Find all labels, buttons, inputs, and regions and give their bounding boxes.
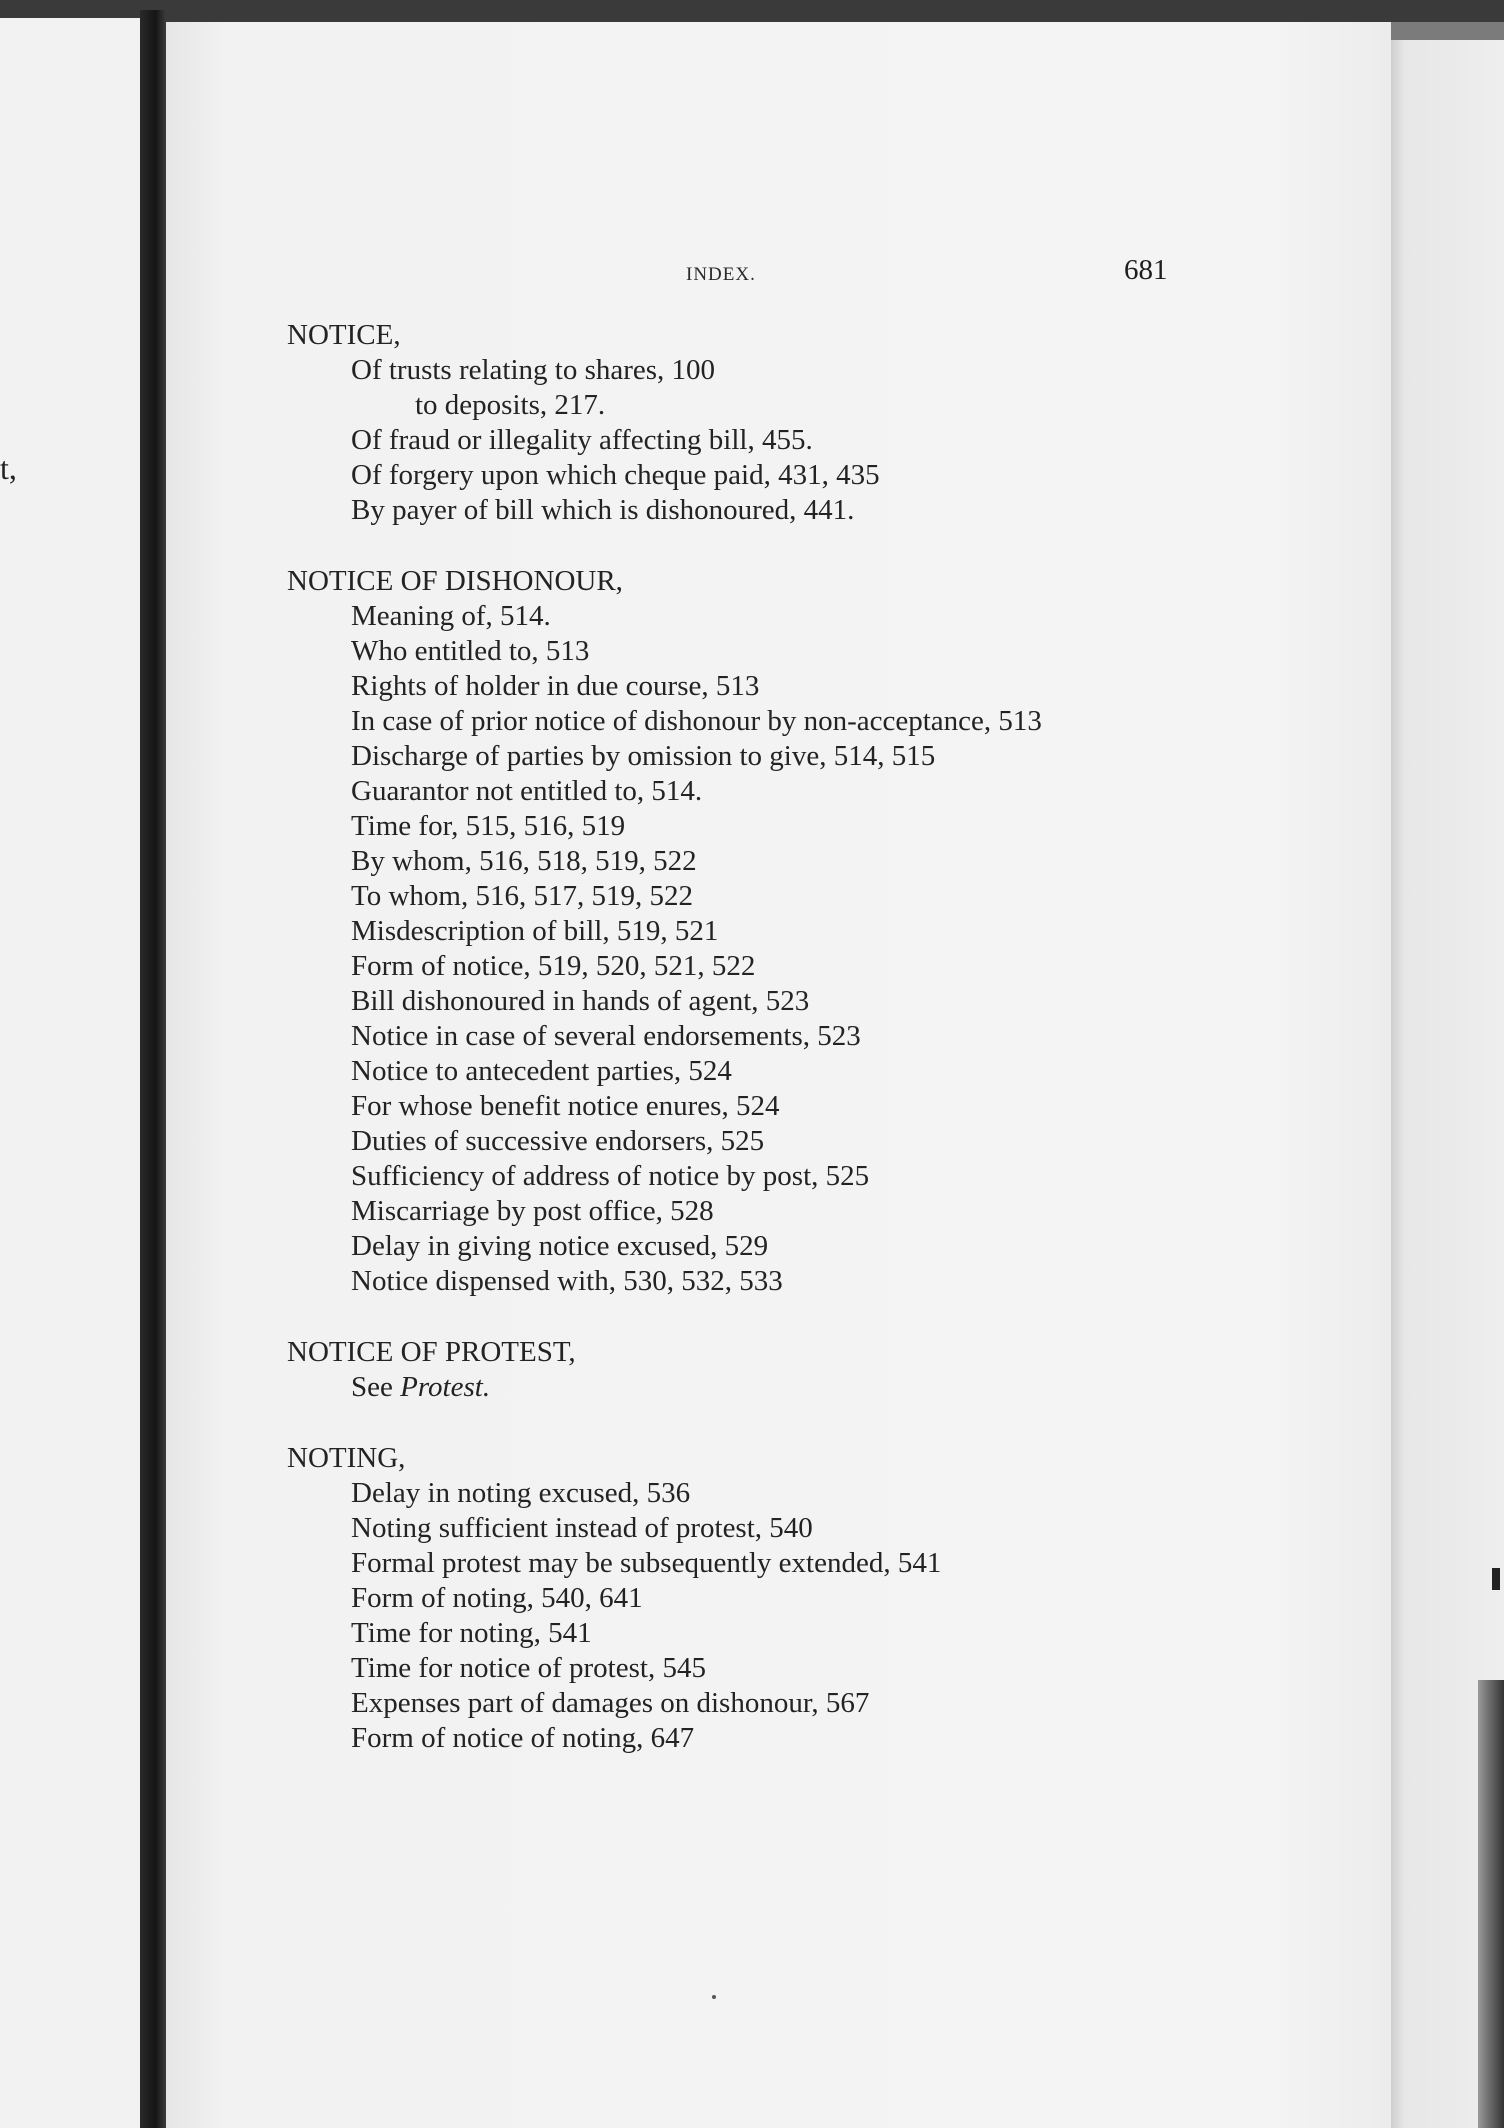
- subentry: Who entitled to, 513: [351, 635, 590, 667]
- subentry: Formal protest may be subsequently extended, 541: [351, 1547, 942, 1579]
- subentry: Expenses part of damages on dishonour, 567: [351, 1687, 870, 1719]
- index-entry-notice-of-dishonour: [287, 564, 1287, 1299]
- subentry: Duties of successive endorsers, 525: [351, 1125, 765, 1157]
- subentry: Time for, 515, 516, 519: [351, 810, 626, 842]
- subentry: To whom, 516, 517, 519, 522: [351, 880, 693, 912]
- subentry: Bill dishonoured in hands of agent, 523: [351, 985, 810, 1017]
- subentry: Guarantor not entitled to, 514.: [351, 775, 703, 807]
- see-target: Protest.: [400, 1371, 491, 1403]
- subentry: Of fraud or illegality affecting bill, 455.: [351, 424, 813, 456]
- running-head: INDEX.: [686, 264, 756, 285]
- subentry: Form of notice of noting, 647: [351, 1722, 695, 1754]
- subentry: Of trusts relating to shares, 100: [351, 354, 716, 386]
- subentry: Form of notice, 519, 520, 521, 522: [351, 950, 756, 982]
- index-body: [287, 318, 1287, 1756]
- entry-heading: NOTICE OF PROTEST,: [287, 1336, 576, 1368]
- subentry: Rights of holder in due course, 513: [351, 670, 760, 702]
- subentry: Miscarriage by post office, 528: [351, 1195, 714, 1227]
- see-prefix: See: [351, 1371, 401, 1403]
- subentry: For whose benefit notice enures, 524: [351, 1090, 780, 1122]
- index-entry-notice: [287, 318, 1287, 528]
- subentry: Delay in noting excused, 536: [351, 1477, 691, 1509]
- subentry: to deposits, 217.: [415, 389, 606, 421]
- subentry: Form of noting, 540, 641: [351, 1582, 643, 1614]
- subentry: Notice to antecedent parties, 524: [351, 1055, 732, 1087]
- facing-page: [0, 18, 140, 2128]
- facing-page-fragment: t,: [0, 450, 17, 486]
- subentry: By whom, 516, 518, 519, 522: [351, 845, 697, 877]
- subentry: Time for notice of protest, 545: [351, 1652, 706, 1684]
- entry-heading: NOTING,: [287, 1442, 406, 1474]
- entry-heading: NOTICE OF DISHONOUR,: [287, 565, 623, 597]
- subentry: In case of prior notice of dishonour by non-acceptance, 513: [351, 705, 1042, 737]
- subentry: Discharge of parties by omission to give, 514, 515: [351, 740, 936, 772]
- see-reference: [287, 1370, 1287, 1405]
- subentry: Notice in case of several endorsements, 523: [351, 1020, 861, 1052]
- subentry: Of forgery upon which cheque paid, 431, 435: [351, 459, 880, 491]
- subentry: Time for noting, 541: [351, 1617, 592, 1649]
- scan-top-border: [0, 0, 1504, 22]
- index-entry-notice-of-protest: [287, 1335, 1287, 1405]
- scan-edge-mark: [1492, 1568, 1500, 1590]
- page-number: 681: [1124, 254, 1168, 286]
- print-speck: [712, 1995, 716, 1999]
- subentry: Misdescription of bill, 519, 521: [351, 915, 719, 947]
- subentry: Sufficiency of address of notice by post, 525: [351, 1160, 870, 1192]
- scan-edge-shadow: [1478, 1680, 1504, 2128]
- index-entry-noting: [287, 1441, 1287, 1756]
- subentry: Delay in giving notice excused, 529: [351, 1230, 769, 1262]
- book-gutter: [140, 10, 166, 2128]
- subentry: Notice dispensed with, 530, 532, 533: [351, 1265, 783, 1297]
- subentry: Noting sufficient instead of protest, 540: [351, 1512, 813, 1544]
- subentry: By payer of bill which is dishonoured, 441.: [351, 494, 855, 526]
- entry-heading: NOTICE,: [287, 319, 401, 351]
- subentry: Meaning of, 514.: [351, 600, 551, 632]
